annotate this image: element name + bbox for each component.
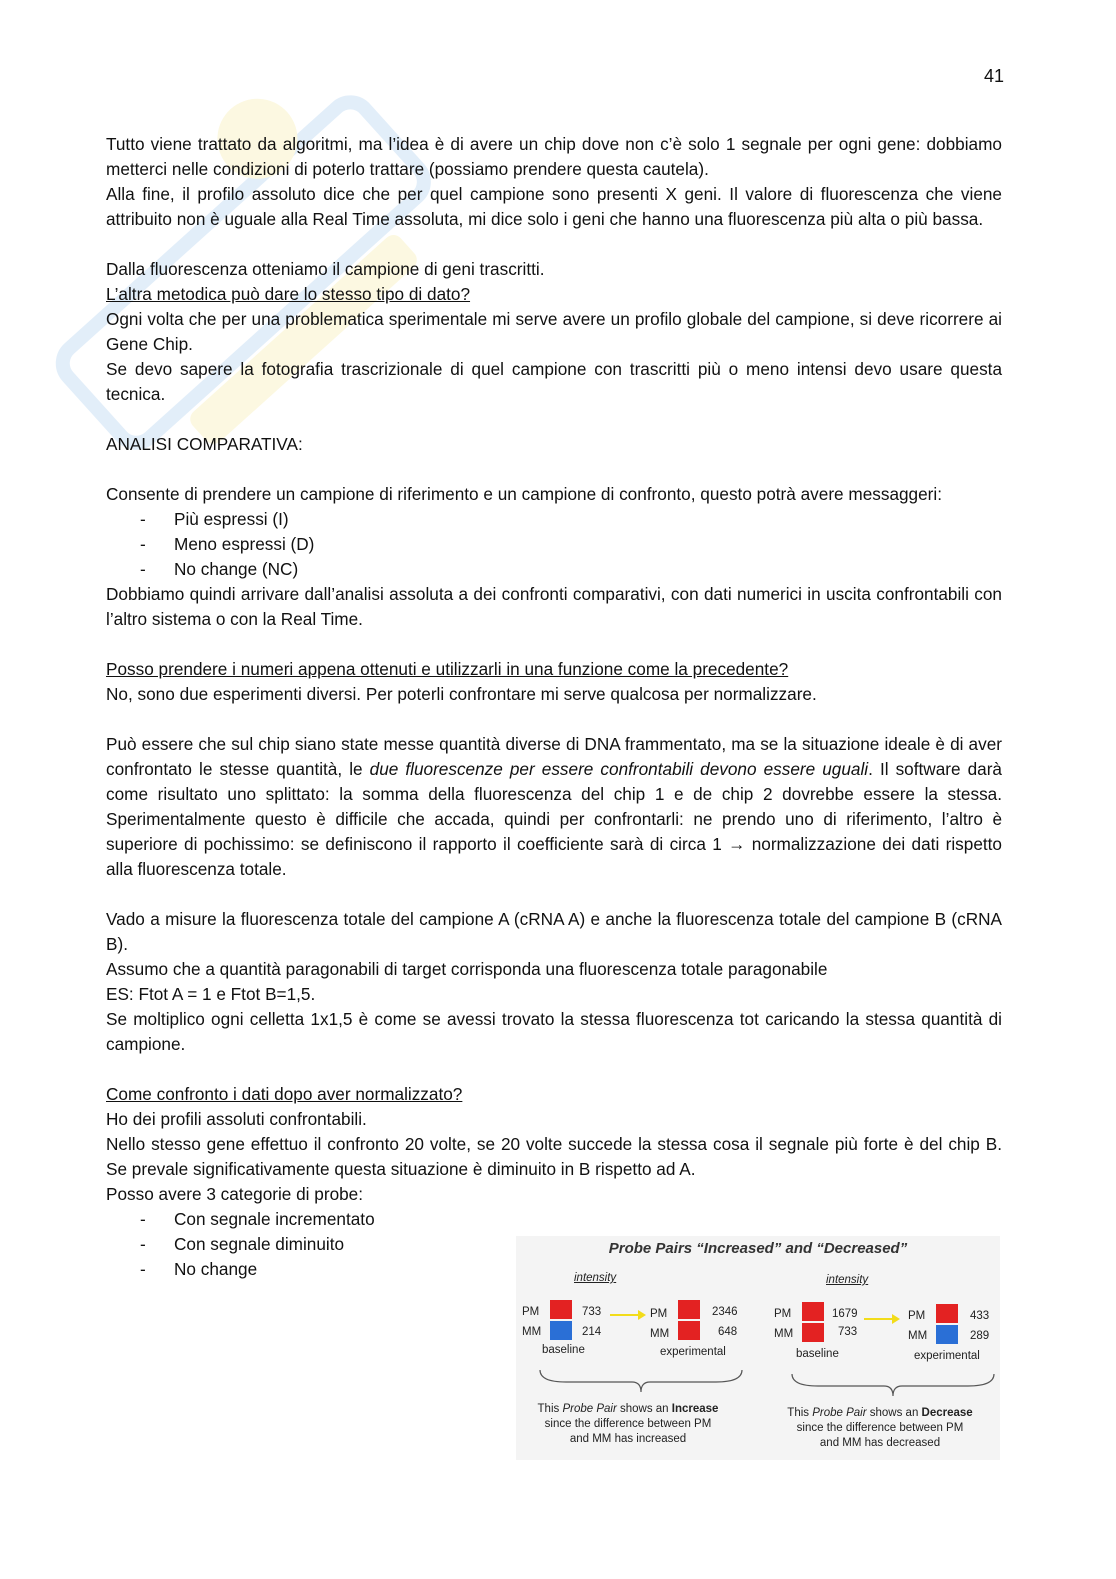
caption-text: Increase <box>671 1403 719 1415</box>
experimental-label: experimental <box>914 1350 980 1362</box>
mm-value: 214 <box>582 1326 602 1338</box>
mm-label: MM <box>908 1330 928 1342</box>
list-item: - No change (NC) <box>140 557 1002 582</box>
pm-label: PM <box>650 1308 668 1320</box>
caption-text: Probe Pair <box>812 1407 867 1419</box>
messenger-list <box>106 507 1002 582</box>
document-body <box>106 132 1002 1282</box>
paragraph: ES: Ftot A = 1 e Ftot B=1,5. <box>106 984 316 1004</box>
caption-text: since the difference between PM <box>544 1418 712 1430</box>
section-heading: ANALISI COMPARATIVA: <box>106 434 303 454</box>
caption-text: shows an <box>616 1403 672 1415</box>
mm-cell <box>678 1321 700 1340</box>
paragraph: Alla fine, il profilo assoluto dice che per quel campione sono presenti X geni. Il valore di fluorescenza che viene attribuito non è uguale alla Real Time assoluta, mi dice solo i geni che hanno una fluorescenza più alta o più bassa. <box>106 184 1002 229</box>
caption-text: and MM has decreased <box>819 1437 941 1449</box>
pm-value: 433 <box>970 1310 990 1322</box>
figure-title: Probe Pairs “Increased” and “Decreased” <box>608 1240 908 1257</box>
pm-cell <box>936 1304 958 1323</box>
mm-cell <box>936 1325 958 1344</box>
paragraph: No, sono due esperimenti diversi. Per poterli confrontare mi serve qualcosa per normalizzare. <box>106 684 817 704</box>
paragraph: Ho dei profili assoluti confrontabili. <box>106 1109 367 1129</box>
list-item: - No change <box>140 1257 1002 1282</box>
paragraph: Dobbiamo quindi arrivare dall’analisi assoluta a dei confronti comparativi, con dati numerici in uscita confrontabili con l’altro sistema o con la Real Time. <box>106 584 1002 629</box>
paragraph: Nello stesso gene effettuo il confronto 20 volte, se 20 volte succede la stessa cosa il segnale più forte è del chip B. Se prevale significativamente questa situazione è diminuito in B rispetto ad A. <box>106 1134 1002 1179</box>
pm-cell <box>678 1300 700 1319</box>
caption-increase <box>518 1402 738 1447</box>
pm-label: PM <box>522 1306 540 1318</box>
mm-cell <box>802 1323 824 1342</box>
page-number: 41 <box>983 66 1004 86</box>
question-heading: L’altra metodica può dare lo stesso tipo di dato? <box>106 284 471 304</box>
question-heading: Come confronto i dati dopo aver normalizzato? <box>106 1084 463 1104</box>
caption-text: This <box>787 1407 813 1419</box>
arrow-icon <box>862 1312 902 1326</box>
intensity-label: intensity <box>826 1274 869 1286</box>
caption-text: Decrease <box>921 1407 973 1419</box>
pm-cell <box>550 1300 572 1319</box>
brace-icon <box>788 1370 998 1400</box>
baseline-label: baseline <box>542 1344 585 1356</box>
caption-decrease <box>770 1406 990 1451</box>
mm-value: 733 <box>838 1326 858 1338</box>
paragraph: Se moltiplico ogni celletta 1x1,5 è come se avessi trovato la stessa fluorescenza tot caricando la stessa quantità di campione. <box>106 1009 1002 1054</box>
intensity-label: intensity <box>574 1272 617 1284</box>
baseline-label: baseline <box>796 1348 839 1360</box>
pm-label: PM <box>908 1310 926 1322</box>
paragraph: Posso avere 3 categorie di probe: <box>106 1184 364 1204</box>
paragraph <box>106 732 1002 882</box>
emphasis-text: due fluorescenze per essere confrontabili devono essere uguali <box>369 759 869 779</box>
experimental-label: experimental <box>660 1346 726 1358</box>
caption-text: This <box>537 1403 563 1415</box>
probe-pairs-figure <box>516 1236 1000 1460</box>
list-item: - Meno espressi (D) <box>140 532 1002 557</box>
mm-label: MM <box>522 1326 542 1338</box>
mm-label: MM <box>774 1328 794 1340</box>
paragraph: Vado a misure la fluorescenza totale del campione A (cRNA A) e anche la fluorescenza totale del campione B (cRNA B). <box>106 909 1002 954</box>
paragraph: Ogni volta che per una problematica sperimentale mi serve avere un profilo globale del campione, si deve ricorrere ai Gene Chip. <box>106 309 1002 354</box>
caption-text: and MM has increased <box>569 1433 687 1445</box>
paragraph: Assumo che a quantità paragonabili di target corrisponda una fluorescenza totale paragonabile <box>106 959 828 979</box>
list-item: - Più espressi (I) <box>140 507 1002 532</box>
list-item: - Con segnale diminuito <box>140 1232 1002 1257</box>
text-run: Può essere che sul chip siano state messe quantità diverse di DNA frammentato, ma se la situazione ideale è di aver confrontato le stesse quantità, le <box>106 734 1002 779</box>
paragraph: Se devo sapere la fotografia trascrizionale di quel campione con trascritti più o meno intensi devo usare questa tecnica. <box>106 359 1002 404</box>
text-run: . Il software darà come risultato uno splittato: la somma della fluorescenza del chip 1 e de chip 2 dovrebbe essere la stessa. Sperimentalmente questo è difficile che accada, quindi per confrontarli: ne prendo uno di riferimento, l’altro è superiore di pochissimo: se definiscono il rapporto il coefficiente sarà di circa 1 → normalizzazione dei dati rispetto alla fluorescenza totale. <box>106 759 1002 879</box>
caption-text: Probe Pair <box>562 1403 617 1415</box>
paragraph: Consente di prendere un campione di riferimento e un campione di confronto, questo potrà avere messaggeri: <box>106 484 942 504</box>
pm-label: PM <box>774 1308 792 1320</box>
caption-text: shows an <box>866 1407 922 1419</box>
pm-cell <box>802 1302 824 1321</box>
pm-value: 1679 <box>832 1308 858 1320</box>
pm-value: 2346 <box>712 1306 738 1318</box>
mm-label: MM <box>650 1328 670 1340</box>
mm-cell <box>550 1321 572 1340</box>
brace-icon <box>536 1366 746 1396</box>
paragraph: Tutto viene trattato da algoritmi, ma l’idea è di avere un chip dove non c’è solo 1 segnale per ogni gene: dobbiamo metterci nelle condizioni di poterlo trattare (possiamo prendere questa cautela). <box>106 134 1002 179</box>
list-item: - Con segnale incrementato <box>140 1207 1002 1232</box>
mm-value: 648 <box>718 1326 738 1338</box>
arrow-icon <box>608 1308 648 1322</box>
pm-value: 733 <box>582 1306 602 1318</box>
question-heading: Posso prendere i numeri appena ottenuti e utilizzarli in una funzione come la precedente? <box>106 659 789 679</box>
caption-text: since the difference between PM <box>796 1422 964 1434</box>
paragraph: Dalla fluorescenza otteniamo il campione di geni trascritti. <box>106 259 545 279</box>
mm-value: 289 <box>970 1330 990 1342</box>
